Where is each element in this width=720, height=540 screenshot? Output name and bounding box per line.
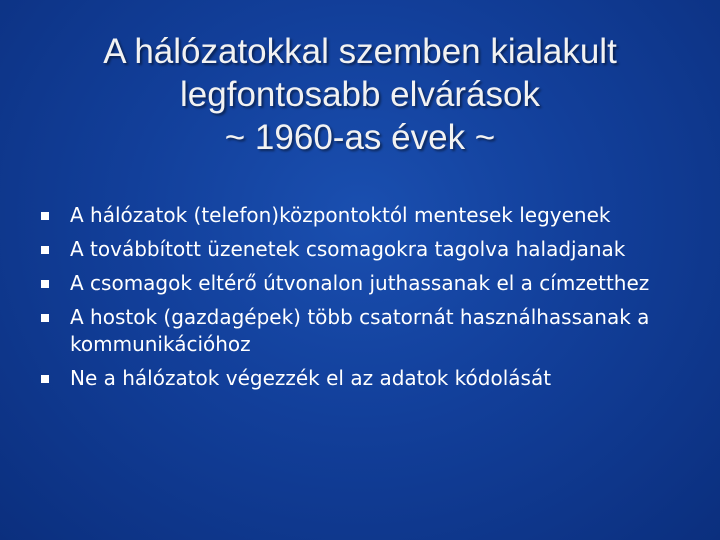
bullet-item — [40, 365, 700, 392]
square-bullet-icon — [41, 212, 49, 220]
bullet-text: Ne a hálózatok végezzék el az adatok kódolását — [70, 366, 552, 390]
title-line-2: legfontosabb elvárások — [180, 75, 540, 114]
square-bullet-icon — [41, 314, 49, 322]
bullet-item — [40, 270, 700, 297]
slide-title — [40, 30, 680, 159]
title-line-3: ~ 1960-as évek ~ — [224, 118, 496, 157]
square-bullet-icon — [41, 375, 49, 383]
bullet-item — [40, 236, 700, 263]
bullet-item — [40, 304, 700, 358]
bullet-text: A továbbított üzenetek csomagokra tagolva haladjanak — [70, 237, 626, 261]
bullet-list — [40, 202, 700, 399]
bullet-text: A hálózatok (telefon)központoktól mentesek legyenek — [70, 203, 611, 227]
bullet-item — [40, 202, 700, 229]
square-bullet-icon — [41, 280, 49, 288]
square-bullet-icon — [41, 246, 49, 254]
title-line-1: A hálózatokkal szemben kialakult — [103, 32, 617, 71]
bullet-text: A hostok (gazdagépek) több csatornát használhassanak a kommunikációhoz — [70, 305, 650, 356]
bullet-text: A csomagok eltérő útvonalon juthassanak el a címzetthez — [70, 271, 650, 295]
